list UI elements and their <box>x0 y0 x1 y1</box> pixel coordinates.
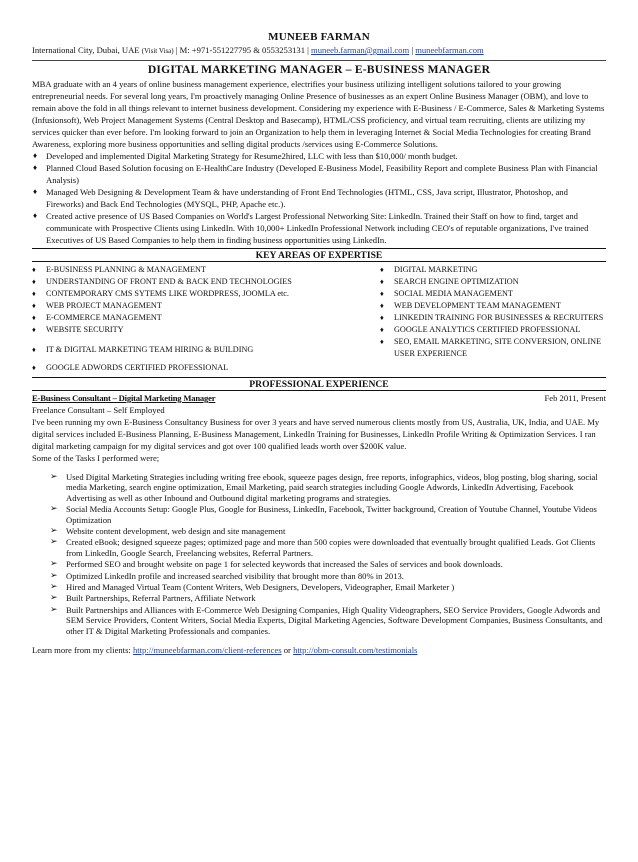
diamond-bullet-icon: ♦ <box>32 301 36 310</box>
expertise-item <box>380 324 606 336</box>
task-item <box>50 605 606 636</box>
experience-heading: PROFESSIONAL EXPERIENCE <box>32 377 606 391</box>
diamond-bullet-icon: ♦ <box>33 187 38 196</box>
task-text: Built Partnerships and Alliances with E-Commerce Web Designing Companies, High Quality Videographers, SEO Service Providers, Google Adwords and SEM Service Providers, Content Writers, Social Media Experts, Digital Marketing Agencies, Software Development Companies, Business Consultants, and other IT & Digital Marketing Professionals and companies. <box>66 604 603 636</box>
task-text: Performed SEO and brought website on page 1 for selected keywords that increased the Sales of services and book downloads. <box>66 559 503 570</box>
summary-paragraph: MBA graduate with an 4 years of online business management experience, electrifies your business utilizing intelligent solutions tailored to your growing entrepreneurial needs. For several long years, I'm proactively managing Online Presence of businesses as an expert Online Business Manager (OBM), and love to remain above the fold in all things relevant to internet business development. Considering my experience with E-Business / E-Commerce, Sales & Marketing Systems (Infusionsoft), Web Project Management Systems (Central Desktop and Basecamp), HTML/CSS proficiency, and virtual team recruiting, clients are utilizing my services quicker than ever before. I'm looking forward to join an Organization to help them in leveraging Internet & Social Media Technologies for creating Brand Awareness, exploring more business opportunities and selling digital products /services using E-Commerce Solutions. <box>32 79 605 149</box>
expertise-item <box>32 324 374 336</box>
diamond-bullet-icon: ♦ <box>32 345 36 354</box>
website-link[interactable]: muneebfarman.com <box>415 45 484 55</box>
expertise-item <box>380 312 606 324</box>
job-subtitle: Freelance Consultant – Self Employed <box>32 405 165 415</box>
highlight-text: Developed and implemented Digital Marketing Strategy for Resume2hired, LLC with less than $10,000/ month budget. <box>46 151 458 161</box>
diamond-bullet-icon: ♦ <box>380 301 384 310</box>
expertise-item <box>32 276 374 288</box>
arrow-bullet-icon: ➢ <box>50 592 58 603</box>
expertise-text: LINKEDIN TRAINING FOR BUSINESSES & RECRUITERS <box>394 313 604 322</box>
expertise-item <box>380 300 606 312</box>
resume-page <box>32 0 606 656</box>
task-text: Website content development, web design and site management <box>66 526 286 537</box>
highlight-text: Created active presence of US Based Companies on World's Largest Professional Networking Site: LinkedIn. Trained their Staff on how to find, target and communicate with Prospective Clients using LinkedIn. With 10,000+ LinkedIn Professional Network including CEO's of reputable organizations, I've trained Executives of US Based Companies to help them in finding business opportunities using LinkedIn. <box>46 211 589 245</box>
expertise-item <box>380 288 606 300</box>
job-role: E-Business Consultant – Digital Marketing Manager <box>32 393 216 403</box>
expertise-item <box>32 264 374 276</box>
tasks-intro: Some of the Tasks I performed were; <box>32 453 160 463</box>
expertise-item <box>32 362 374 374</box>
diamond-bullet-icon: ♦ <box>32 313 36 322</box>
task-item <box>50 537 606 558</box>
arrow-bullet-icon: ➢ <box>50 558 58 569</box>
arrow-bullet-icon: ➢ <box>50 503 58 514</box>
task-text: Created eBook; designed squeeze pages; optimized page and more than 500 copies were downloaded that eventually brought qualified Leads. Got Clients from LinkedIn, Google Search, Freelancing websites, Referral Partners. <box>66 537 596 558</box>
expertise-item <box>32 312 374 324</box>
contact-line <box>32 45 606 61</box>
expertise-item <box>32 300 374 312</box>
expertise-text: IT & DIGITAL MARKETING TEAM HIRING & BUILDING <box>46 345 254 354</box>
highlight-item <box>32 162 606 186</box>
task-item <box>50 472 606 503</box>
diamond-bullet-icon: ♦ <box>33 211 38 220</box>
diamond-bullet-icon: ♦ <box>33 151 38 160</box>
expertise-text: SOCIAL MEDIA MANAGEMENT <box>394 289 513 298</box>
arrow-bullet-icon: ➢ <box>50 581 58 592</box>
diamond-bullet-icon: ♦ <box>380 277 384 286</box>
learn-or: or <box>281 645 294 656</box>
job-dates: Feb 2011, Present <box>544 393 606 403</box>
expertise-text: SEO, EMAIL MARKETING, SITE CONVERSION, ONLINE USER EXPERIENCE <box>394 337 602 358</box>
task-item <box>50 559 606 569</box>
contact-phone: | M: +971-551227795 & 0553253131 | <box>173 45 312 55</box>
task-text: Hired and Managed Virtual Team (Content Writers, Web Designers, Developers, Videographer, Email Marketer ) <box>66 582 455 593</box>
highlight-item <box>32 186 606 210</box>
diamond-bullet-icon: ♦ <box>380 313 384 322</box>
highlights-list <box>32 150 606 246</box>
arrow-bullet-icon: ➢ <box>50 569 58 580</box>
expertise-item <box>32 344 374 356</box>
expertise-text: WEB DEVELOPMENT TEAM MANAGEMENT <box>394 301 561 310</box>
arrow-bullet-icon: ➢ <box>50 603 58 614</box>
diamond-bullet-icon: ♦ <box>380 337 384 346</box>
client-references-link[interactable]: http://muneebfarman.com/client-references <box>132 645 282 656</box>
diamond-bullet-icon: ♦ <box>380 289 384 298</box>
expertise-item <box>32 288 374 300</box>
learn-more-line <box>32 644 606 656</box>
job-header <box>32 392 606 404</box>
expertise-left-column <box>32 264 374 374</box>
expertise-right-column <box>380 264 606 374</box>
expertise-text: DIGITAL MARKETING <box>394 265 478 274</box>
highlight-item <box>32 210 606 246</box>
testimonials-link[interactable]: http://obm-consult.com/testimonials <box>293 645 418 656</box>
expertise-text: CONTEMPORARY CMS SYTEMS LIKE WORDPRESS, JOOMLA etc. <box>46 289 289 298</box>
candidate-name: MUNEEB FARMAN <box>268 31 370 43</box>
visa-status: (Visit Visa) <box>141 47 174 55</box>
diamond-bullet-icon: ♦ <box>32 325 36 334</box>
tasks-list <box>32 472 606 636</box>
expertise-text: E-BUSINESS PLANNING & MANAGEMENT <box>46 265 206 274</box>
arrow-bullet-icon: ➢ <box>50 536 58 547</box>
highlight-text: Planned Cloud Based Solution focusing on E-HealthCare Industry (Developed E-Business Model, Feasibility Report and complete Business Plan with Financial Analysis) <box>46 163 598 185</box>
task-text: Social Media Accounts Setup: Google Plus, Google for Business, LinkedIn, Facebook, Twitter background, Creation of Youtube Channel, Youtube Videos Optimization <box>66 504 597 525</box>
expertise-text: WEB PROJECT MANAGEMENT <box>46 301 162 310</box>
expertise-item <box>380 336 606 360</box>
diamond-bullet-icon: ♦ <box>32 265 36 274</box>
expertise-heading: KEY AREAS OF EXPERTISE <box>32 248 606 262</box>
contact-location: International City, Dubai, UAE <box>32 45 142 55</box>
job-title: DIGITAL MARKETING MANAGER – E-BUSINESS MANAGER <box>147 63 491 76</box>
diamond-bullet-icon: ♦ <box>33 163 38 172</box>
task-text: Built Partnerships, Referral Partners, Affiliate Network <box>66 593 256 604</box>
highlight-item <box>32 150 606 162</box>
expertise-text: GOOGLE ANALYTICS CERTIFIED PROFESSIONAL <box>394 325 581 334</box>
task-text: Optimized LinkedIn profile and increased searched visibility that brought more than 80% in 2013. <box>66 570 404 581</box>
task-item <box>50 593 606 603</box>
email-link[interactable]: muneeb.farman@gmail.com <box>311 45 410 55</box>
expertise-item <box>380 264 606 276</box>
expertise-text: E-COMMERCE MANAGEMENT <box>46 313 162 322</box>
expertise-text: SEARCH ENGINE OPTIMIZATION <box>394 277 519 286</box>
diamond-bullet-icon: ♦ <box>32 289 36 298</box>
diamond-bullet-icon: ♦ <box>380 325 384 334</box>
task-text: Used Digital Marketing Strategies including writing free ebook, squeeze pages design, free reports, infographics, videos, blog posting, blog sharing, social media Marketing, search engine optimization, Email Marketing, paid search strategies including Google Adwords, LinkedIn Advertising, Facebook Advertising as well as other Inbound and Outbound digital marketing programs and strategies. <box>66 472 598 503</box>
diamond-bullet-icon: ♦ <box>32 277 36 286</box>
arrow-bullet-icon: ➢ <box>50 525 58 536</box>
learn-more-label: Learn more from my clients: <box>32 645 133 656</box>
highlight-text: Managed Web Designing & Development Team & have understanding of Front End Technologies (HTML, CSS, Java script, Illustrator, Photoshop, and Fireworks) and Back End Technologies (MYSQL, PHP, Apache etc.). <box>46 187 568 209</box>
contact-separator: | <box>409 45 416 55</box>
diamond-bullet-icon: ♦ <box>32 363 36 372</box>
expertise-grid <box>32 264 606 374</box>
expertise-item <box>380 276 606 288</box>
expertise-text: WEBSITE SECURITY <box>46 325 124 334</box>
task-item <box>50 571 606 581</box>
task-item <box>50 582 606 592</box>
job-description: I've been running my own E-Business Consultancy Business for over 3 years and have served numerous clients mostly from US, Australia, UK, India, and UAE. My digital services included E-Business Planning, E-Business Management, LinkedIn Training for Businesses, LinkedIn Profile Writing & Optimization Services. I ran digital marketing campaign for my digital services and got over 100 qualified leads worth over $200K value. <box>32 417 600 451</box>
task-item <box>50 526 606 536</box>
diamond-bullet-icon: ♦ <box>380 265 384 274</box>
arrow-bullet-icon: ➢ <box>50 471 58 481</box>
expertise-text: UNDERSTANDING OF FRONT END & BACK END TECHNOLOGIES <box>46 277 292 286</box>
expertise-text: GOOGLE ADWORDS CERTIFIED PROFESSIONAL <box>46 363 229 372</box>
task-item <box>50 504 606 525</box>
